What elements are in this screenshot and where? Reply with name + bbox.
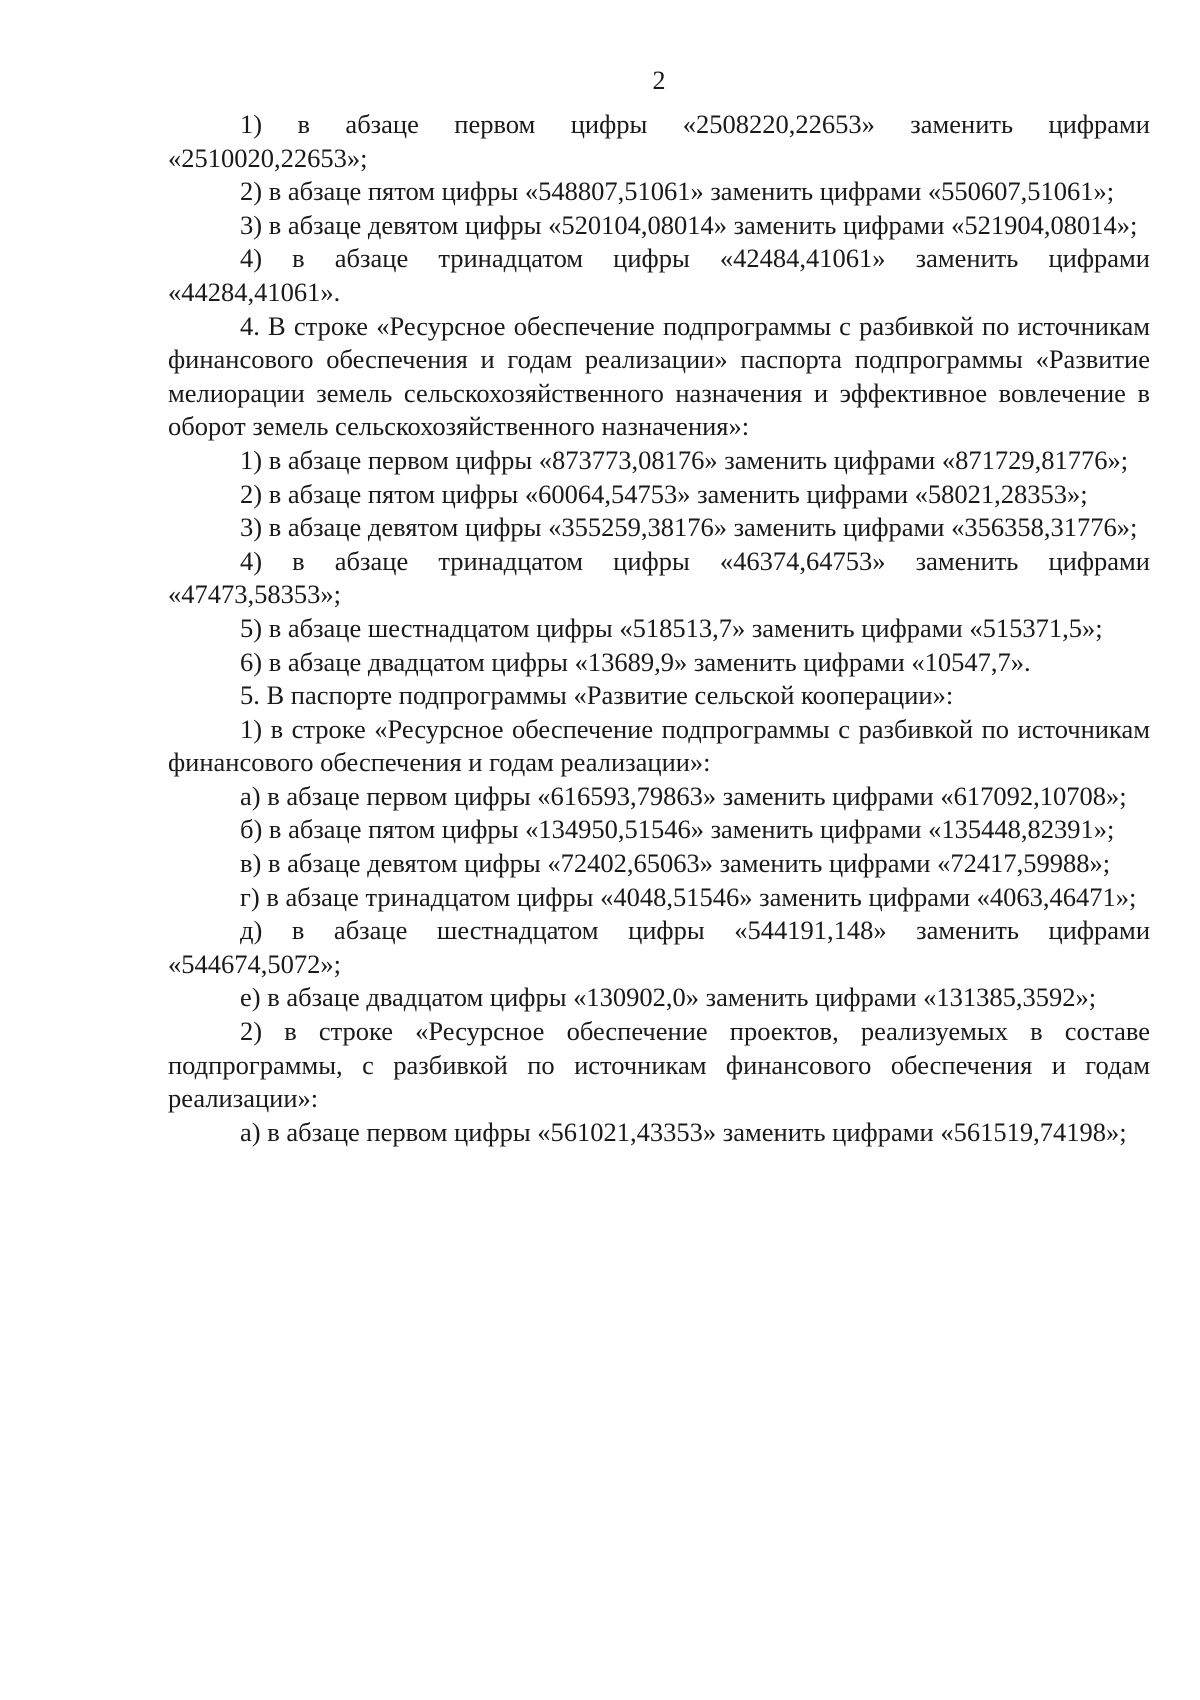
paragraph-line: по источникам финансового обеспечения и годам реализации»: bbox=[168, 713, 1150, 778]
paragraph-line: 3) в абзаце девятом цифры «355259,38176» заменить цифрами bbox=[240, 512, 945, 543]
paragraph-line: 1) в строке «Ресурсное обеспечение подпрограммы с разбивкой bbox=[240, 713, 974, 744]
paragraph-line: 5) в абзаце шестнадцатом цифры «518513,7» заменить цифрами bbox=[240, 612, 963, 643]
paragraph-line: «356358,31776»; bbox=[951, 512, 1138, 543]
paragraph-1 bbox=[168, 108, 1150, 175]
paragraph-3 bbox=[168, 209, 1150, 243]
paragraph-line: «58021,28353»; bbox=[914, 478, 1088, 509]
paragraph-8 bbox=[168, 511, 1150, 545]
paragraph-line: «515371,5»; bbox=[969, 612, 1103, 643]
paragraph-line: 4) в абзаце тринадцатом цифры «42484,41061» заменить цифрами bbox=[240, 243, 1150, 274]
paragraph-line: 1) в абзаце первом цифры «873773,08176» заменить цифрами bbox=[240, 444, 936, 475]
paragraph-11 bbox=[168, 646, 1150, 680]
paragraph-2 bbox=[168, 175, 1150, 209]
paragraph-line: «617092,10708»; bbox=[940, 780, 1127, 811]
paragraph-line: «72417,59988»; bbox=[937, 848, 1111, 879]
section-5-heading bbox=[168, 679, 1150, 713]
paragraph-line: 4. В строке «Ресурсное обеспечение подпрограммы с разбивкой bbox=[240, 310, 974, 341]
document-page bbox=[168, 0, 1150, 1700]
paragraph-14 bbox=[168, 780, 1150, 814]
paragraph-line: «550607,51061»; bbox=[927, 176, 1115, 207]
paragraph-13 bbox=[168, 713, 1150, 780]
paragraph-19 bbox=[168, 981, 1150, 1015]
paragraph-10 bbox=[168, 612, 1150, 646]
paragraph-6 bbox=[168, 444, 1150, 478]
paragraph-line: 6) в абзаце двадцатом цифры «13689,9» заменить цифрами «10547,7». bbox=[240, 646, 1031, 677]
paragraph-21 bbox=[168, 1116, 1150, 1150]
section-4-heading bbox=[168, 310, 1150, 444]
paragraph-line: «521904,08014»; bbox=[951, 209, 1138, 240]
paragraph-16 bbox=[168, 847, 1150, 881]
paragraph-line: 2) в абзаце пятом цифры «60064,54753» заменить цифрами bbox=[240, 478, 908, 509]
paragraph-line: «47473,58353»; bbox=[168, 579, 341, 610]
paragraph-line: 3) в абзаце девятом цифры «520104,08014» заменить цифрами bbox=[240, 209, 945, 240]
paragraph-line: 4) в абзаце тринадцатом цифры «46374,64753» заменить цифрами bbox=[240, 545, 1150, 576]
document-body bbox=[168, 108, 1150, 1149]
paragraph-line: «871729,81776»; bbox=[941, 444, 1129, 475]
paragraph-18 bbox=[168, 914, 1150, 981]
paragraph-line: «44284,41061». bbox=[168, 276, 341, 307]
paragraph-line: 1) в абзаце первом цифры «2508220,22653» заменить цифрами bbox=[240, 109, 1150, 139]
paragraph-line: «561519,74198»; bbox=[940, 1116, 1127, 1147]
paragraph-line: 2) в абзаце пятом цифры «548807,51061» заменить цифрами bbox=[240, 176, 922, 207]
paragraph-line: «135448,82391»; bbox=[928, 814, 1115, 845]
paragraph-7 bbox=[168, 478, 1150, 512]
paragraph-line: г) в абзаце тринадцатом цифры «4048,51546» заменить цифрами bbox=[240, 881, 971, 912]
paragraph-line: е) в абзаце двадцатом цифры «130902,0» заменить цифрами bbox=[240, 982, 917, 1013]
paragraph-line: д) в абзаце шестнадцатом цифры «544191,148» заменить цифрами bbox=[240, 915, 1150, 946]
paragraph-4 bbox=[168, 242, 1150, 309]
paragraph-17 bbox=[168, 881, 1150, 915]
page-number: 2 bbox=[652, 66, 666, 95]
paragraph-line: б) в абзаце пятом цифры «134950,51546» заменить цифрами bbox=[240, 814, 922, 845]
paragraph-line: а) в абзаце первом цифры «561021,43353» заменить цифрами bbox=[240, 1116, 934, 1147]
paragraph-line: 5. В паспорте подпрограммы «Развитие сельской кооперации»: bbox=[240, 680, 954, 711]
paragraph-line: подпрограммы, с разбивкой по источникам финансового обеспечения и годам реализации»: bbox=[168, 1049, 1150, 1114]
paragraph-line: а) в абзаце первом цифры «616593,79863» заменить цифрами bbox=[240, 780, 934, 811]
paragraph-20 bbox=[168, 1015, 1150, 1116]
paragraph-line: 2) в строке «Ресурсное обеспечение проектов, реализуемых в составе bbox=[240, 1016, 1150, 1047]
paragraph-line: «2510020,22653»; bbox=[168, 142, 368, 173]
paragraph-line: в) в абзаце девятом цифры «72402,65063» заменить цифрами bbox=[240, 848, 931, 879]
paragraph-line: по источникам финансового обеспечения и годам реализации» паспорта подпрограммы «Развитие мелиорации земель сельскохозяйственного назначения и эффективное вовлечение в оборот земель сельскохозяйственного назначения»: bbox=[168, 310, 1150, 442]
paragraph-9 bbox=[168, 545, 1150, 612]
paragraph-15 bbox=[168, 813, 1150, 847]
paragraph-line: «131385,3592»; bbox=[923, 982, 1097, 1013]
paragraph-line: «4063,46471»; bbox=[976, 881, 1137, 912]
paragraph-line: «544674,5072»; bbox=[168, 948, 341, 979]
